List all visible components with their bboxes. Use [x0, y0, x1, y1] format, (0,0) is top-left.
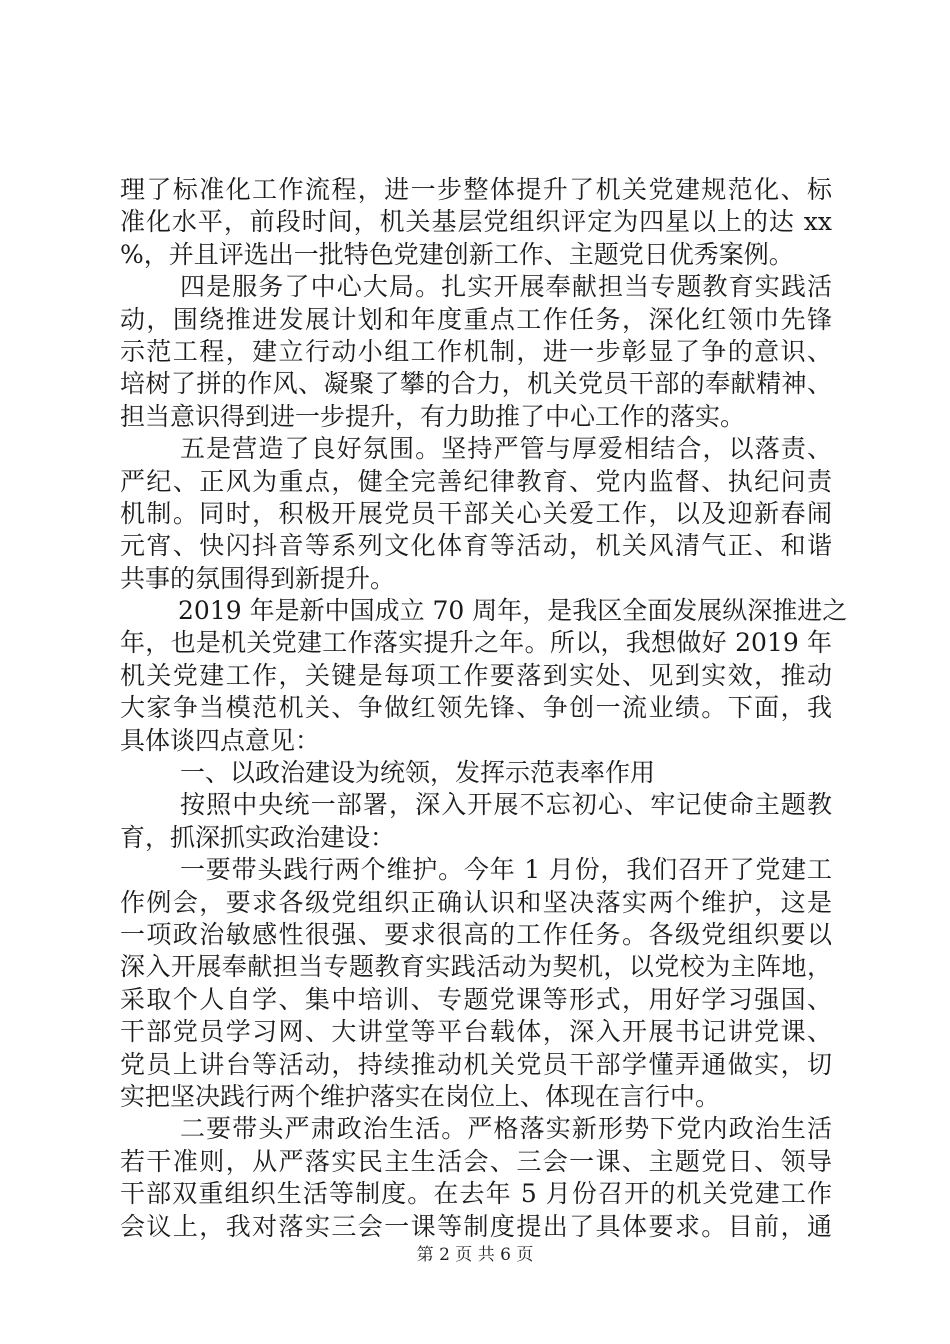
text-line: 作例会，要求各级党组织正确认识和坚决落实两个维护，这是 [120, 887, 832, 917]
text-line: 培树了拼的作风、凝聚了攀的合力，机关党员干部的奉献精神、 [120, 369, 832, 399]
text-line: 担当意识得到进一步提升，有力助推了中心工作的落实。 [120, 401, 746, 431]
text-line: 一项政治敏感性很强、要求很高的工作任务。各级党组织要以 [120, 919, 832, 949]
text-line: 深入开展奉献担当专题教育实践活动为契机，以党校为主阵地， [120, 952, 832, 982]
text-line: 2019 年是新中国成立 70 周年，是我区全面发展纵深推进之 [178, 596, 848, 626]
text-line: 党员上讲台等活动，持续推动机关党员干部学懂弄通做实，切 [120, 1049, 832, 1079]
text-line: 实把坚决践行两个维护落实在岗位上、体现在言行中。 [120, 1081, 721, 1111]
text-line: 干部双重组织生活等制度。在去年 5 月份召开的机关党建工作 [120, 1179, 832, 1209]
text-line: 育，抓深抓实政治建设： [120, 822, 396, 852]
text-line: 年，也是机关党建工作落实提升之年。所以，我想做好 2019 年 [120, 628, 832, 658]
text-line: 按照中央统一部署，深入开展不忘初心、牢记使命主题教 [180, 790, 832, 820]
document-body [120, 174, 848, 1243]
text-line: 机关党建工作，关键是每项工作要落到实处、见到实效，推动 [120, 660, 832, 690]
text-line: 理了标准化工作流程，进一步整体提升了机关党建规范化、标 [120, 175, 832, 204]
text-line: 五是营造了良好氛围。坚持严管与厚爱相结合，以落责、 [180, 434, 832, 464]
text-line: 机制。同时，积极开展党员干部关心关爱工作，以及迎新春闹 [120, 498, 832, 528]
text-line: 干部党员学习网、大讲堂等平台载体，深入开展书记讲党课、 [120, 1017, 832, 1047]
text-line: 示范工程，建立行动小组工作机制，进一步彰显了争的意识、 [120, 336, 832, 366]
text-line: 大家争当模范机关、争做红领先锋、争创一流业绩。下面，我 [120, 693, 832, 723]
text-line: 严纪、正风为重点，健全完善纪律教育、党内监督、执纪问责 [120, 466, 832, 496]
text-line: 采取个人自学、集中培训、专题党课等形式，用好学习强国、 [120, 984, 832, 1014]
section-heading: 一、以政治建设为统领，发挥示范表率作用 [180, 758, 656, 788]
text-line: 四是服务了中心大局。扎实开展奉献担当专题教育实践活 [180, 272, 832, 302]
text-line: 准化水平，前段时间，机关基层党组织评定为四星以上的达 xx [120, 207, 832, 237]
text-line: 元宵、快闪抖音等系列文化体育等活动，机关风清气正、和谐 [120, 531, 832, 561]
text-line: 动，围绕推进发展计划和年度重点工作任务，深化红领巾先锋 [120, 304, 832, 334]
text-line: 二要带头严肃政治生活。严格落实新形势下党内政治生活 [180, 1114, 832, 1144]
text-line: 会议上，我对落实三会一课等制度提出了具体要求。目前，通 [120, 1211, 832, 1241]
page-number-footer: 第 2 页 共 6 页 [416, 1245, 534, 1265]
text-line: 若干准则，从严落实民主生活会、三会一课、主题党日、领导 [120, 1146, 832, 1176]
text-line: 共事的氛围得到新提升。 [120, 563, 396, 593]
text-line: %，并且评选出一批特色党建创新工作、主题党日优秀案例。 [120, 239, 794, 269]
text-line: 一要带头践行两个维护。今年 1 月份，我们召开了党建工 [180, 855, 832, 885]
text-line: 具体谈四点意见： [120, 725, 321, 755]
